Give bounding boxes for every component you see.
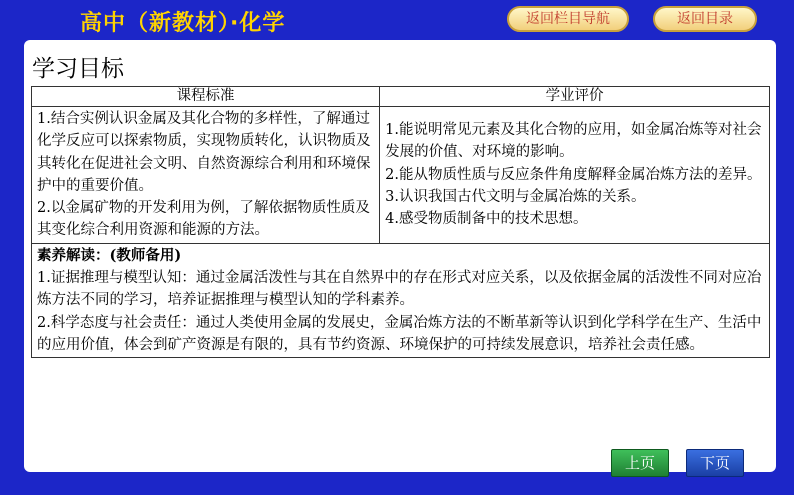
evaluation-item: 4.感受物质制备中的技术思想。 xyxy=(385,211,588,228)
column-header-standards: 课程标准 xyxy=(32,87,380,107)
next-page-button[interactable]: 下页 xyxy=(686,449,744,477)
literacy-title: 素养解读：(教师备用) xyxy=(37,246,182,264)
back-to-section-nav-button[interactable]: 返回栏目导航 xyxy=(507,6,629,32)
literacy-cell xyxy=(32,243,770,357)
content-panel xyxy=(24,40,776,472)
evaluation-item: 2.能从物质性质与反应条件角度解释金属冶炼方法的差异。 xyxy=(385,166,762,183)
standard-item: 1.结合实例认识金属及其化合物的多样性，了解通过化学反应可以探索物质，实现物质转化，认识物质及其转化在促进社会文明、自然资源综合利用和环境保护中的重要价值。 xyxy=(37,111,371,194)
standards-cell xyxy=(32,107,380,244)
standard-item: 2.以金属矿物的开发利用为例，了解依据物质性质及其变化综合利用资源和能源的方法。 xyxy=(37,200,370,239)
learning-goals-table xyxy=(31,86,770,358)
course-title: 高中（新教材）·化学 xyxy=(80,11,286,36)
column-header-evaluation: 学业评价 xyxy=(380,87,770,107)
literacy-point: 2.科学态度与社会责任：通过人类使用金属的发展史，金属冶炼方法的不断革新等认识到化学科学在生产、生活中的应用价值，体会到矿产资源是有限的，具有节约资源、环境保护的可持续发展意识，培养社会责任感。 xyxy=(37,314,762,353)
table-row xyxy=(32,107,770,244)
section-heading: 学习目标 xyxy=(32,56,124,82)
back-to-contents-button[interactable]: 返回目录 xyxy=(653,6,757,32)
evaluation-cell xyxy=(380,107,770,244)
previous-page-button[interactable]: 上页 xyxy=(611,449,669,477)
evaluation-item: 3.认识我国古代文明与金属冶炼的关系。 xyxy=(385,189,646,206)
literacy-point: 1.证据推理与模型认知：通过金属活泼性与其在自然界中的存在形式对应关系，以及依据金属的活泼性不同对应冶炼方法不同的学习，培养证据推理与模型认知的学科素养。 xyxy=(37,270,762,309)
table-row xyxy=(32,243,770,357)
table-header-row xyxy=(32,87,770,107)
evaluation-item: 1.能说明常见元素及其化合物的应用，如金属冶炼等对社会发展的价值、对环境的影响。 xyxy=(385,122,762,161)
